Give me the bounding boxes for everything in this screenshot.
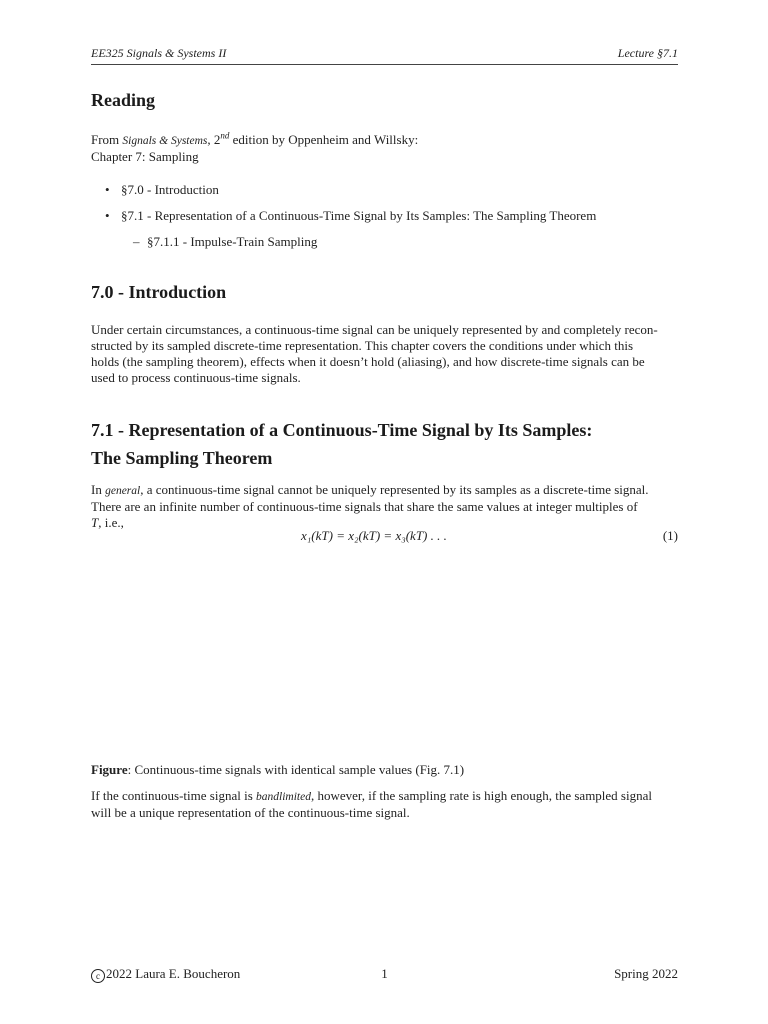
page-footer: [91, 966, 678, 984]
reading-sublist-item: [133, 234, 317, 250]
figure-placeholder: [91, 552, 678, 752]
dash-icon: –: [133, 234, 140, 249]
intro-line: holds (the sampling theorem), effects when it doesn’t hold (aliasing), and how discrete-time signals can be: [91, 354, 645, 369]
document-page: [91, 0, 678, 1024]
copyright-text: 2022 Laura E. Boucheron: [106, 966, 241, 981]
bullet-icon: •: [105, 208, 110, 223]
figure-label: Figure: [91, 762, 128, 777]
reading-heading: Reading: [91, 90, 156, 110]
section-71-title-line: 7.1 - Representation of a Continuous-Time Signal by Its Samples:: [91, 420, 593, 440]
equation-expression: x₁(kT) = x₂(kT) = x₃(kT) . . .: [301, 528, 447, 543]
p2-line2: will be a unique representation of the continuous-time signal.: [91, 805, 410, 820]
reading-subitem-label: §7.1.1 - Impulse-Train Sampling: [147, 234, 318, 249]
footer-term: Spring 2022: [614, 966, 678, 981]
p2-line1-rest: , however, if the sampling rate is high enough, the sampled signal: [310, 788, 652, 803]
page-number: 1: [381, 966, 388, 981]
reading-list-item: [105, 182, 219, 198]
reading-list-item: [105, 208, 596, 224]
reading-source-prefix: From: [91, 132, 123, 147]
p1-line2: There are an infinite number of continuous-time signals that share the same values at integer multiples of: [91, 499, 638, 514]
intro-line: Under certain circumstances, a continuous-time signal can be uniquely represented by and completely recon-: [91, 322, 658, 337]
figure-caption: [91, 762, 464, 778]
equation-1: [91, 528, 678, 546]
lecture-number: Lecture §7.1: [617, 46, 678, 60]
chapter-line: Chapter 7: Sampling: [91, 149, 199, 164]
copyright-icon: c: [91, 969, 105, 983]
variable-T: T: [91, 515, 99, 530]
intro-line: structed by its sampled discrete-time representation. This chapter covers the conditions under which this: [91, 338, 634, 353]
reading-source: [91, 132, 678, 165]
edition-superscript: nd: [220, 130, 230, 141]
course-title: EE325 Signals & Systems II: [91, 46, 227, 60]
reading-item-label: §7.1 - Representation of a Continuous-Time Signal by Its Samples: The Sampling Theorem: [121, 208, 597, 223]
running-header: [91, 46, 678, 65]
p1-line3-rest: , i.e.,: [98, 515, 124, 530]
figure-caption-text: : Continuous-time signals with identical sample values (Fig. 7.1): [127, 762, 465, 777]
intro-paragraph: [91, 322, 678, 386]
p1-prefix: In: [91, 482, 106, 497]
bandlimited-paragraph: [91, 788, 678, 821]
equation-number: (1): [662, 528, 678, 543]
p1-line1-rest: , a continuous-time signal cannot be uniquely represented by its samples as a discrete-time signal.: [140, 482, 649, 497]
emphasis-bandlimited: bandlimited: [256, 791, 311, 803]
section-71-paragraph: [91, 482, 678, 531]
edition-number: , 2: [207, 132, 221, 147]
book-title: Signals & Systems: [122, 135, 208, 147]
reading-item-label: §7.0 - Introduction: [121, 182, 219, 197]
bullet-icon: •: [105, 182, 110, 197]
edition-rest: edition by Oppenheim and Willsky:: [229, 132, 419, 147]
intro-line: used to process continuous-time signals.: [91, 370, 301, 385]
section-71-heading: [91, 416, 592, 472]
intro-heading: 7.0 - Introduction: [91, 282, 227, 302]
p2-prefix: If the continuous-time signal is: [91, 788, 257, 803]
section-71-title-line: The Sampling Theorem: [91, 448, 273, 468]
emphasis-general: general: [105, 485, 141, 497]
